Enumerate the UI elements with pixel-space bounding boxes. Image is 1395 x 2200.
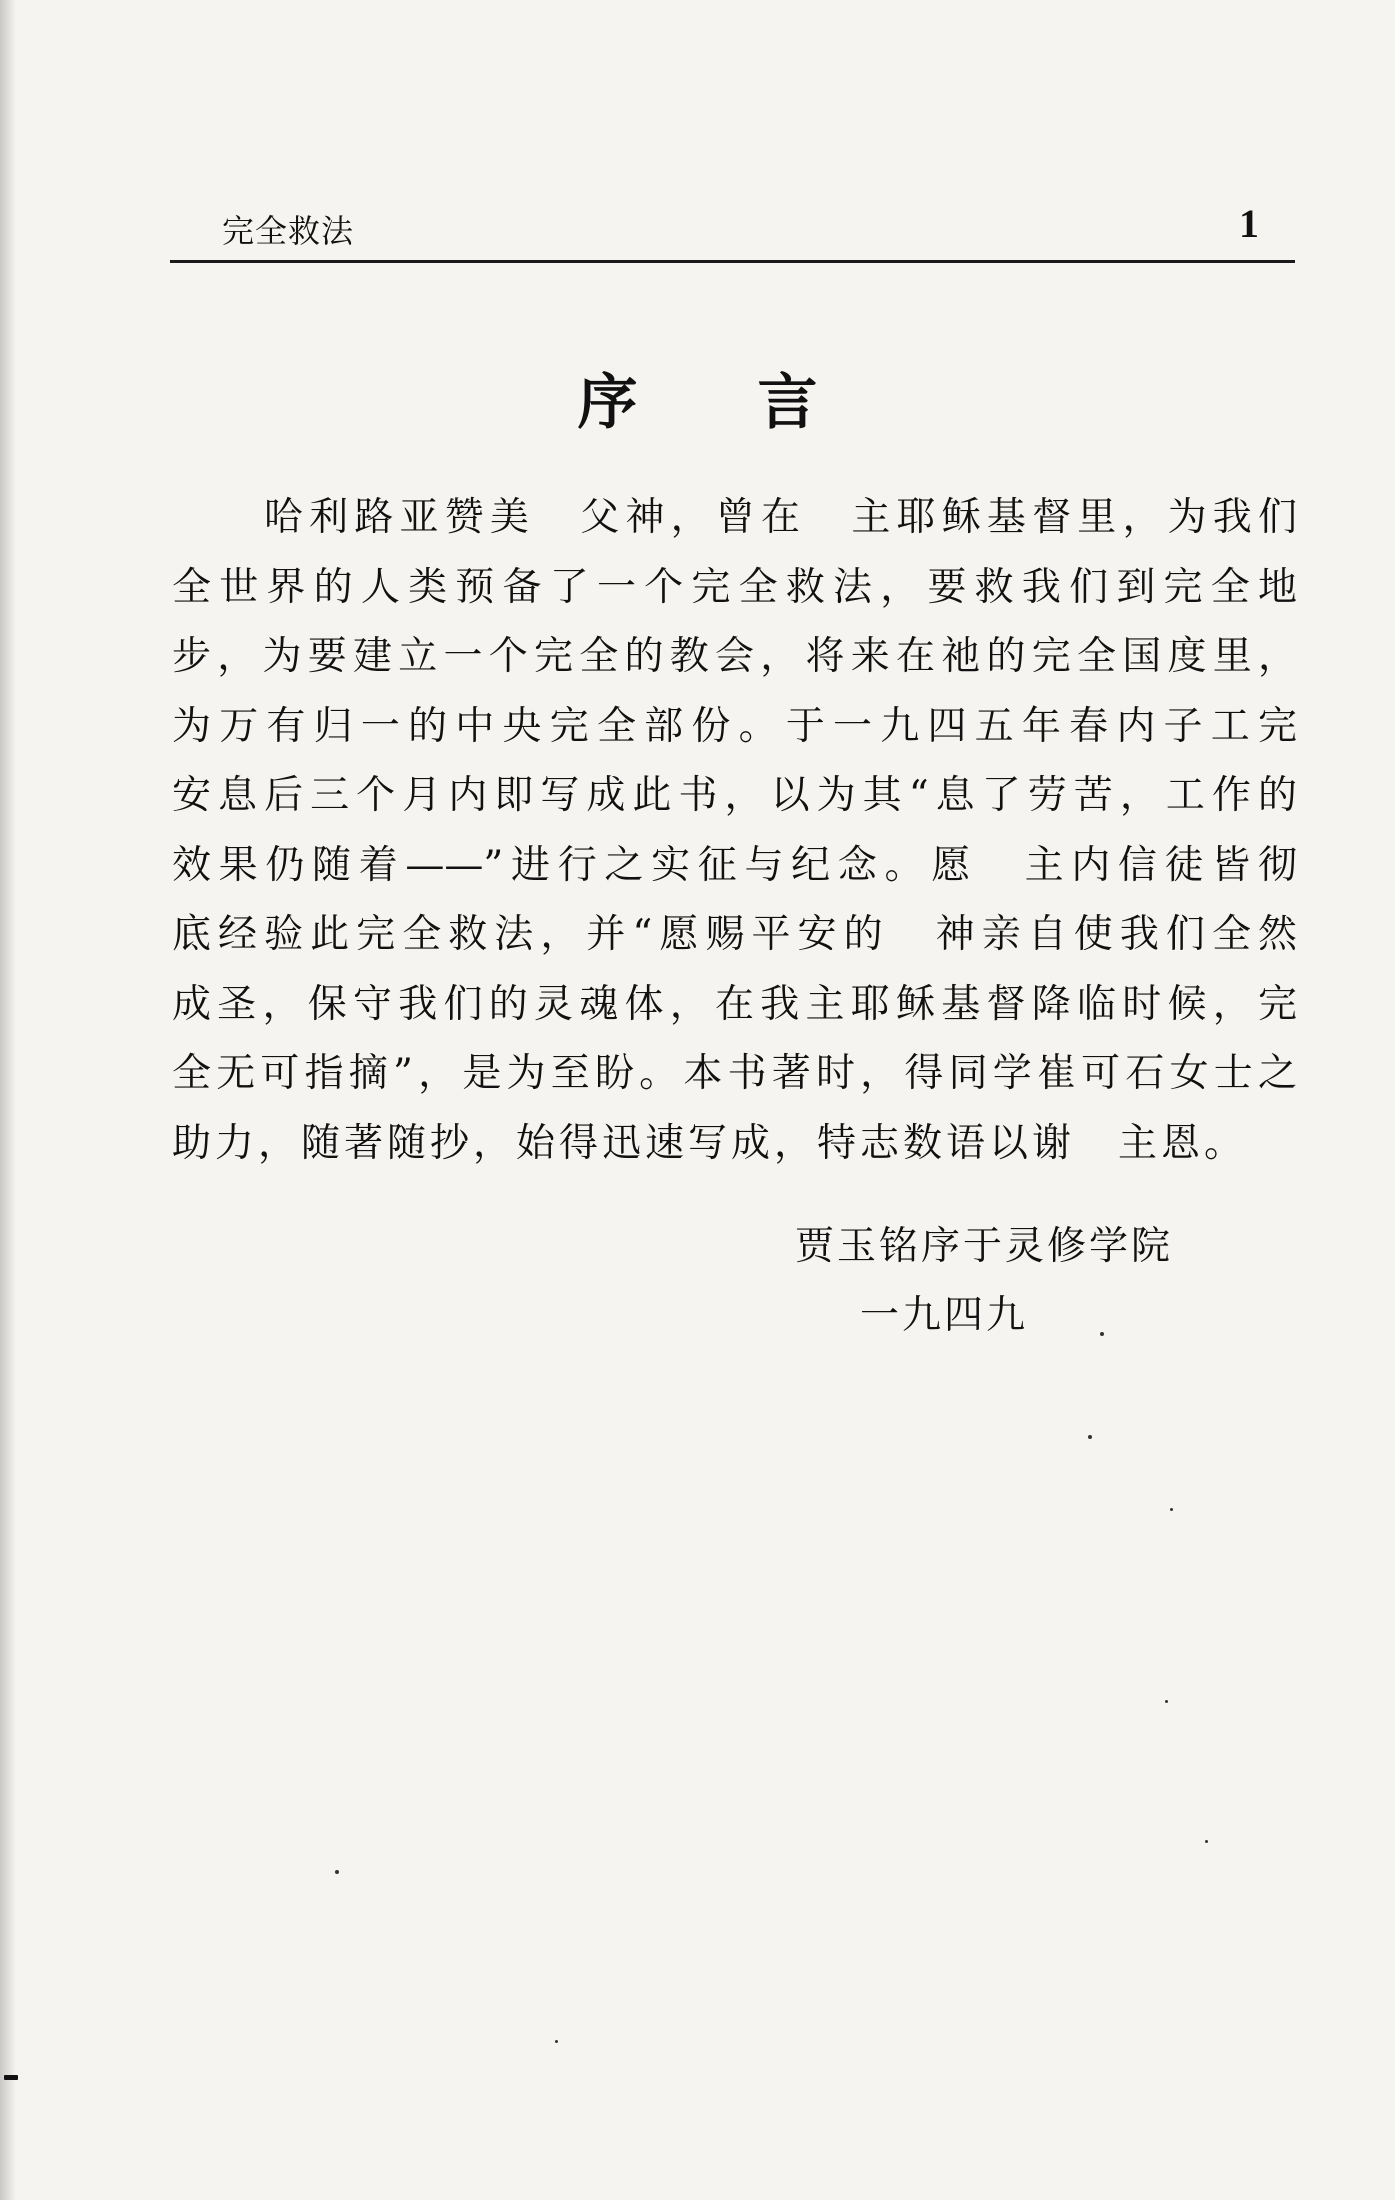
body-line: 效果仍随着——”进行之实征与纪念。愿 主内信徒皆彻 — [172, 842, 1297, 888]
body-line: 全世界的人类预备了一个完全救法，要救我们到完全地 — [172, 564, 1297, 610]
body-line: 底经验此完全救法，并“愿赐平安的 神亲自使我们全然 — [172, 912, 1297, 957]
heading-char-1: 序 — [577, 368, 638, 438]
preface-heading — [0, 355, 1395, 441]
scan-speck — [555, 2040, 558, 2043]
body-line: 安息后三个月内即写成此书，以为其“息了劳苦，工作的 — [172, 773, 1297, 818]
heading-char-2: 言 — [757, 368, 818, 438]
scan-speck — [1100, 1332, 1104, 1336]
body-line: 成圣，保守我们的灵魂体，在我主耶稣基督降临时候，完 — [172, 981, 1297, 1027]
body-line: 助力，随著随抄，始得迅速写成，特志数语以谢 主恩。 — [172, 1120, 1248, 1166]
body-line: 为万有归一的中央完全部份。于一九四五年春内子工完 — [172, 703, 1297, 749]
body-line: 哈利路亚赞美 父神，曾在 主耶稣基督里，为我们 — [264, 495, 1297, 540]
scan-speck — [1088, 1435, 1092, 1439]
scan-speck — [1165, 1700, 1168, 1703]
header-rule — [170, 260, 1295, 263]
body-line: 全无可指摘”，是为至盼。本书著时，得同学崔可石女士之 — [172, 1051, 1297, 1096]
scan-speck — [1205, 1840, 1208, 1843]
signature-date: 一九四九 — [860, 1293, 1029, 1338]
running-title: 完全救法 — [222, 212, 355, 250]
scan-speck — [335, 1870, 339, 1874]
body-line: 步，为要建立一个完全的教会，将来在祂的完全国度里， — [172, 634, 1297, 679]
scan-speck — [4, 2075, 18, 2080]
scan-speck — [1170, 1508, 1173, 1511]
running-header — [170, 200, 1295, 258]
author-signature: 贾玉铭序于灵修学院 — [795, 1224, 1174, 1269]
preface-body — [172, 483, 1297, 1178]
page-edge-shadow — [0, 0, 16, 2200]
page-number: 1 — [1239, 201, 1259, 246]
